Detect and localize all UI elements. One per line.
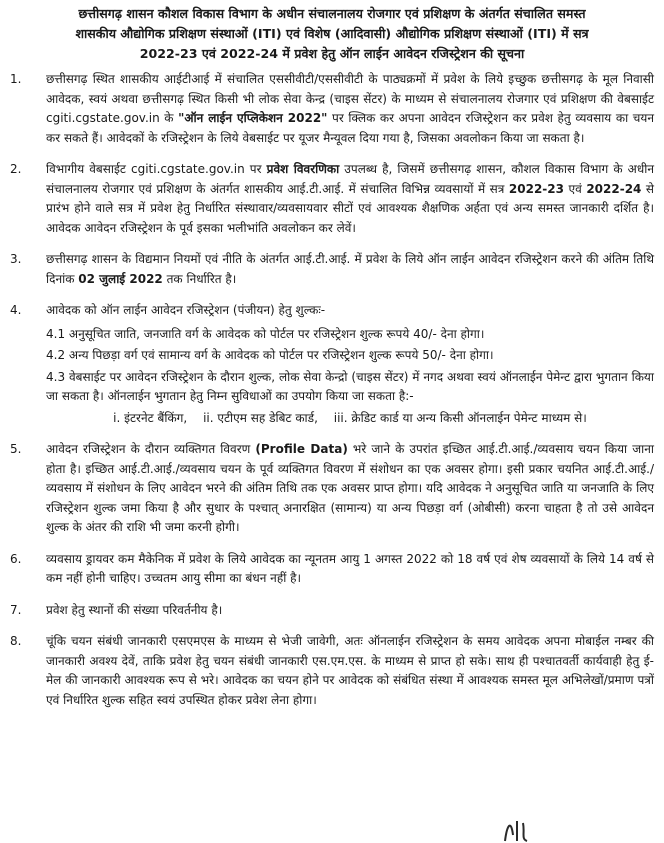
item-number: 7.: [10, 602, 22, 617]
text-run: पर क्लिक कर अपना आवेदन रजिस्ट्रेशन कर प्रवेश हेतु व्यवसाय का चयन कर सकते हैं। आवेदकों के रजिस्ट्रेशन के लिये वेबसाईट पर यूजर मैन्यूवल दिया गया है, जिसका अवलोकन किया जा सकता है।: [46, 111, 654, 145]
item-number: 1.: [10, 72, 22, 86]
payment-methods: [46, 409, 654, 429]
text-run: छत्तीसगढ़ शासन के विद्यमान नियमों एवं नीति के अंतर्गत आई.टी.आई. में प्रवेश के लिये ऑन लाईन आवेदन रजिस्ट्रेशन करने की अंतिम तिथि दिनांक: [46, 252, 654, 286]
notice-item-3: [10, 250, 654, 289]
notice-item-4: [10, 301, 654, 428]
fee-item: 4.1 अनुसूचित जाति, जनजाति वर्ग के आवेदक को पोर्टल पर रजिस्ट्रेशन शुल्क रूपये 40/- देना होगा।: [46, 326, 485, 341]
item-number: 4.: [10, 303, 22, 317]
title-line-1: छत्तीसगढ़ शासन कौशल विकास विभाग के अधीन संचालनालय रोजगार एवं प्रशिक्षण के अंतर्गत संचालित समस्त: [78, 6, 586, 21]
item-number: 5.: [10, 442, 22, 456]
prospectus-label: प्रवेश विवरणिका: [266, 162, 340, 176]
notice-item-1: [10, 70, 654, 148]
text-run: एवं: [563, 181, 587, 196]
notice-item-5: [10, 440, 654, 538]
item-number: 8.: [10, 634, 22, 648]
title-line-3: 2022-23 एवं 2022-24 में प्रवेश हेतु ऑन लाईन आवेदन रजिस्ट्रेशन की सूचना: [139, 46, 525, 61]
item-text: चूंकि चयन संबंधी जानकारी एसएमएस के माध्यम से भेजी जावेगी, अतः ऑनलाईन रजिस्ट्रेशन के समय आवेदक अपना मोबाईल नम्बर की जानकारी अवश्य देवें, ताकि प्रवेश हेतु चयन संबंधी जानकारी एस.एम.एस. के माध्यम से प्राप्त हो सके। साथ ही पश्चातवर्ती कार्यवाही हेतु ई-मेल की जानकारी आवश्यक रूप से भरे। आवेदक का चयन होने पर आवेदक को संबंधित संस्था में आवश्यक समस्त मूल अभिलेखों/प्रमाण पत्रों एवं निर्धारित शुल्क सहित स्वयं उपस्थित होकर प्रवेश लेना होगा।: [46, 634, 654, 707]
notice-title: [10, 4, 654, 64]
item-number: 6.: [10, 551, 22, 566]
text-run: उपलब्ध है, जिसमें छत्तीसगढ़ शासन, कौशल विकास विभाग के अधीन संचालनालय रोजगार एवं प्रशिक्षण के अंतर्गत शासकीय आई.टी.आई. में संचालित विभिन्न व्यवसायों में सत्र: [46, 162, 654, 196]
fee-list: [46, 325, 654, 429]
text-run: से प्रारंभ होने वाले सत्र में प्रवेश हेतु निर्धारित संस्थावार/व्यवसायवार सीटों एवं आवश्यक शैक्षणिक अर्हता एवं अन्य समस्त जानकारी दर्शित है। आवेदक आवेदन रजिस्ट्रेशन के पूर्व इसका भलीभांति अवलोकन कर लेवें।: [46, 181, 655, 235]
fee-item: 4.2 अन्य पिछड़ा वर्ग एवं सामान्य वर्ग के आवेदक को पोर्टल पर रजिस्ट्रेशन शुल्क रूपये 50/- देना होगा।: [46, 348, 494, 362]
text-run: छत्तीसगढ़ स्थित शासकीय आईटीआई में संचालित एससीवीटी/एससीवीटी के पाठ्यक्रमों में प्रवेश के लिये इच्छुक छत्तीसगढ़ के मूल निवासी आवेदक, स्वयं अथवा छत्तीसगढ़ स्थित किसी भी लोक सेवा केन्द्र (चाइस सेंटर) के माध्यम से संचालनालय रोजगार एवं प्रशिक्षण की वेबसाईट cgiti.cgstate.gov.in के: [46, 72, 654, 125]
notice-item-8: [10, 632, 654, 710]
item-text: व्यवसाय ड्रायवर कम मैकेनिक में प्रवेश के लिये आवेदक का न्यूनतम आयु 1 अगस्त 2022 को 18 वर्ष एवं शेष व्यवसायों के लिये 14 वर्ष से कम नहीं होनी चाहिए। उच्चतम आयु सीमा का बंधन नहीं है।: [46, 551, 654, 585]
text-run: तक निर्धारित है।: [162, 271, 237, 286]
item-text: प्रवेश हेतु स्थानों की संख्या परिवर्तनीय है।: [46, 602, 223, 617]
fee-heading: आवेदक को ऑन लाईन आवेदन रजिस्ट्रेशन (पंजीयन) हेतु शुल्कः-: [46, 303, 326, 317]
item-text: [46, 250, 654, 289]
item-number: 3.: [10, 252, 22, 266]
payment-method: ii. एटीएम सह डेबिट कार्ड,: [203, 410, 318, 425]
payment-method: iii. क्रेडिट कार्ड या अन्य किसी ऑनलाईन पेमेन्ट माध्यम से।: [333, 410, 587, 425]
session-year: 2022-24: [586, 181, 642, 196]
item-number: 2.: [10, 162, 22, 176]
last-date: 02 जुलाई 2022: [78, 271, 163, 286]
text-run: विभागीय वेबसाईट cgiti.cgstate.gov.in पर: [46, 162, 267, 176]
notice-item-6: [10, 550, 654, 589]
item-text: [46, 440, 654, 538]
text-run: आवेदन रजिस्ट्रेशन के दौरान व्यक्तिगत विवरण: [46, 442, 256, 456]
payment-method: i. इंटरनेट बैंकिंग,: [113, 410, 188, 425]
notice-item-7: [10, 601, 654, 621]
title-line-2: शासकीय औद्योगिक प्रशिक्षण संस्थाओं (ITI) एवं विशेष (आदिवासी) औद्योगिक प्रशिक्षण संस्थाओं (ITI) में सत्र: [75, 26, 589, 41]
fee-item: 4.3 वेबसाईट पर आवेदन रजिस्ट्रेशन के दौरान शुल्क, लोक सेवा केन्द्रो (चाइस सेंटर) में नगद अथवा स्वयं ऑनलाईन पेमेन्ट द्वारा भुगतान किया जा सकता है। ऑनलाईन भुगतान हेतु निम्न सुविधाओं का उपयोग किया जा सकता है:-: [46, 369, 654, 403]
notice-item-2: [10, 160, 654, 238]
item-text: [46, 70, 654, 148]
item-text: [46, 301, 654, 428]
online-application-label: "ऑन लाईन एप्लिकेशन 2022": [178, 111, 328, 125]
session-year: 2022-23: [508, 181, 564, 196]
item-text: [46, 160, 654, 238]
profile-data-label: (Profile Data): [255, 442, 348, 456]
text-run: भरे जाने के उपरांत इच्छित आई.टी.आई./व्यवसाय चयन किया जाना होता है। इच्छित आई.टी.आई./व्यवसाय चयन के पूर्व व्यक्तिगत विवरण में संशोधन का एक अवसर होगा। इसी प्रकार चयनित आई.टी.आई./व्यवसाय में संशोधन के लिए आवेदन भरने की अंतिम तिथि तक एक अवसर प्राप्त होगा। यदि आवेदक ने अनुसूचित जाति या जनजाति के लिए रजिस्ट्रेशन शुल्क जमा किया है और सुधार के पश्चात् अनारक्षित (सामान्य) या अन्य पिछड़ा वर्ग (ओबीसी) करना चाहता है तो उसे आवेदन शुल्क के अंतर की राशि भी जमा करनी होगी।: [46, 442, 655, 534]
signature-mark: [499, 815, 539, 843]
